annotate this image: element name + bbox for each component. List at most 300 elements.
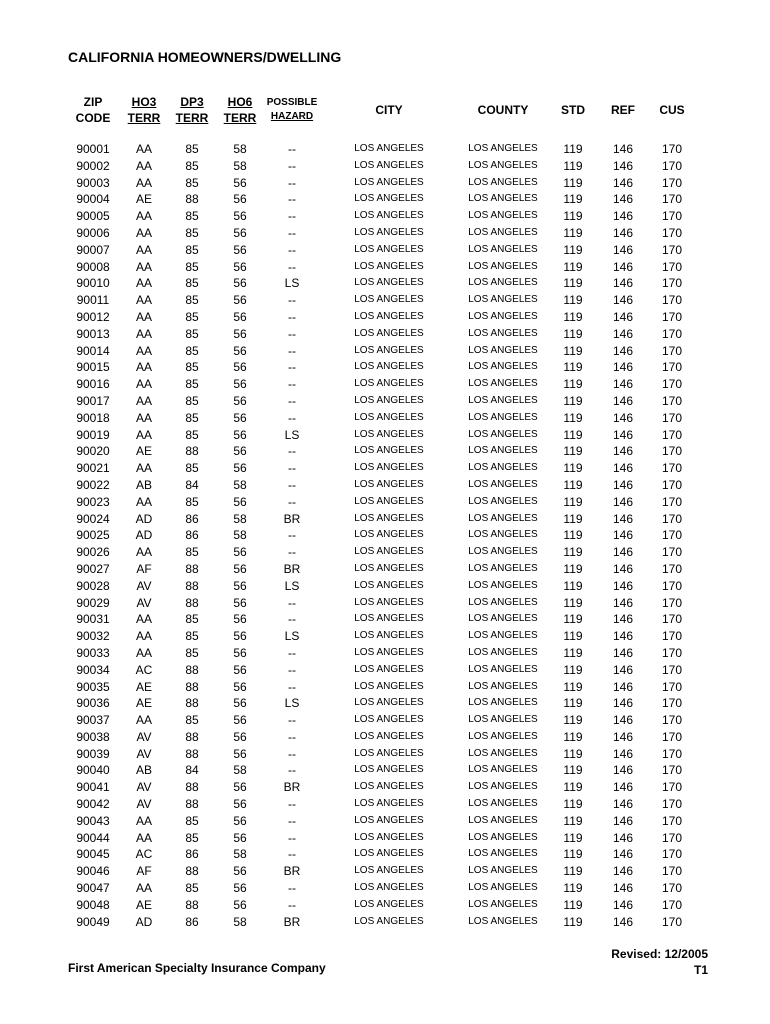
cus-cell: 170 [661, 326, 683, 341]
table-row [0, 427, 770, 444]
std-cell: 119 [563, 545, 583, 560]
std-cell: 119 [563, 511, 583, 526]
ho3-terr-cell: AA [135, 830, 152, 845]
dp3-terr-cell: 85 [185, 881, 199, 896]
ho3-terr-cell: AA [135, 813, 152, 828]
ho6-terr-cell: 56 [233, 293, 247, 308]
ho6-terr-cell: 58 [233, 158, 247, 173]
ref-cell: 146 [612, 881, 634, 896]
ho3-terr-cell: AA [135, 360, 152, 375]
table-row [0, 443, 770, 460]
table-row [0, 175, 770, 192]
ho3-terr-cell: AA [135, 410, 152, 425]
dp3-terr-cell: 85 [185, 645, 199, 660]
city-cell: LOS ANGELES [354, 411, 424, 423]
zip-code-cell: 90016 [76, 377, 110, 392]
county-cell: LOS ANGELES [468, 562, 538, 574]
zip-code-cell: 90005 [76, 209, 110, 224]
std-cell: 119 [563, 864, 583, 879]
header-city: CITY [375, 103, 403, 117]
page-code: T1 [693, 963, 708, 977]
ho6-terr-cell: 56 [233, 629, 247, 644]
city-cell: LOS ANGELES [354, 562, 424, 574]
city-cell: LOS ANGELES [354, 865, 424, 877]
ho6-terr-cell: 56 [233, 729, 247, 744]
city-cell: LOS ANGELES [354, 210, 424, 222]
zip-code-cell: 90040 [76, 763, 110, 778]
ho3-terr-cell: AE [135, 679, 152, 694]
cus-cell: 170 [661, 259, 683, 274]
ho6-terr-cell: 56 [233, 830, 247, 845]
std-cell: 119 [563, 326, 583, 341]
std-cell: 119 [563, 158, 583, 173]
cus-cell: 170 [661, 797, 683, 812]
county-cell: LOS ANGELES [468, 646, 538, 658]
zip-code-cell: 90041 [76, 780, 110, 795]
dp3-terr-cell: 88 [185, 561, 199, 576]
ref-cell: 146 [612, 645, 634, 660]
zip-code-cell: 90012 [76, 309, 110, 324]
table-row [0, 527, 770, 544]
std-cell: 119 [563, 377, 583, 392]
hazard-cell: -- [288, 461, 296, 476]
city-cell: LOS ANGELES [354, 831, 424, 843]
dp3-terr-cell: 85 [185, 713, 199, 728]
zip-code-cell: 90049 [76, 914, 110, 929]
ref-cell: 146 [612, 142, 634, 156]
zip-code-cell: 90045 [76, 847, 110, 862]
cus-cell: 170 [661, 830, 683, 845]
ref-cell: 146 [612, 797, 634, 812]
std-cell: 119 [563, 830, 583, 845]
zip-code-cell: 90046 [76, 864, 110, 879]
ref-cell: 146 [612, 326, 634, 341]
zip-code-cell: 90019 [76, 427, 110, 442]
city-cell: LOS ANGELES [354, 462, 424, 474]
ref-cell: 146 [612, 780, 634, 795]
hazard-cell: -- [288, 209, 296, 224]
zip-code-cell: 90010 [76, 276, 110, 291]
ho3-terr-cell: AA [135, 713, 152, 728]
table-row [0, 595, 770, 612]
header-dp3-line1: DP3 [180, 95, 204, 109]
hazard-cell: -- [288, 797, 296, 812]
ref-cell: 146 [612, 528, 634, 543]
cus-cell: 170 [661, 696, 683, 711]
ho3-terr-cell: AV [136, 729, 152, 744]
ref-cell: 146 [612, 729, 634, 744]
dp3-terr-cell: 88 [185, 746, 199, 761]
city-cell: LOS ANGELES [354, 814, 424, 826]
std-cell: 119 [563, 897, 583, 912]
ho3-terr-cell: AA [135, 142, 152, 156]
table-row [0, 779, 770, 796]
zip-code-cell: 90024 [76, 511, 110, 526]
table-row [0, 645, 770, 662]
table-row [0, 158, 770, 175]
ho6-terr-cell: 56 [233, 192, 247, 207]
cus-cell: 170 [661, 293, 683, 308]
city-cell: LOS ANGELES [354, 697, 424, 709]
city-cell: LOS ANGELES [354, 848, 424, 860]
std-cell: 119 [563, 645, 583, 660]
table-row [0, 275, 770, 292]
table-row [0, 225, 770, 242]
std-cell: 119 [563, 578, 583, 593]
table-row [0, 544, 770, 561]
zip-code-cell: 90020 [76, 444, 110, 459]
table-row [0, 359, 770, 376]
zip-code-cell: 90027 [76, 561, 110, 576]
dp3-terr-cell: 88 [185, 192, 199, 207]
hazard-cell: -- [288, 259, 296, 274]
city-cell: LOS ANGELES [354, 882, 424, 894]
cus-cell: 170 [661, 142, 683, 156]
county-cell: LOS ANGELES [468, 882, 538, 894]
county-cell: LOS ANGELES [468, 546, 538, 558]
zip-code-cell: 90033 [76, 645, 110, 660]
table-row [0, 494, 770, 511]
table-row [0, 662, 770, 679]
cus-cell: 170 [661, 175, 683, 190]
ref-cell: 146 [612, 293, 634, 308]
cus-cell: 170 [661, 612, 683, 627]
county-cell: LOS ANGELES [468, 428, 538, 440]
dp3-terr-cell: 88 [185, 897, 199, 912]
county-cell: LOS ANGELES [468, 277, 538, 289]
dp3-terr-cell: 85 [185, 461, 199, 476]
zip-code-cell: 90014 [76, 343, 110, 358]
county-cell: LOS ANGELES [468, 361, 538, 373]
hazard-cell: BR [283, 914, 301, 929]
header-std: STD [561, 103, 585, 117]
ho3-terr-cell: AA [135, 343, 152, 358]
hazard-cell: -- [288, 192, 296, 207]
ho6-terr-cell: 56 [233, 881, 247, 896]
ho3-terr-cell: AV [136, 595, 152, 610]
header-ref: REF [611, 103, 635, 117]
ref-cell: 146 [612, 746, 634, 761]
city-cell: LOS ANGELES [354, 445, 424, 457]
dp3-terr-cell: 88 [185, 864, 199, 879]
ho3-terr-cell: AV [136, 780, 152, 795]
table-row [0, 796, 770, 813]
ref-cell: 146 [612, 309, 634, 324]
ref-cell: 146 [612, 545, 634, 560]
ho3-terr-cell: AB [135, 477, 152, 492]
ho6-terr-cell: 56 [233, 410, 247, 425]
zip-code-cell: 90042 [76, 797, 110, 812]
zip-code-cell: 90029 [76, 595, 110, 610]
ho3-terr-cell: AE [135, 192, 152, 207]
ho3-terr-cell: AA [135, 393, 152, 408]
dp3-terr-cell: 86 [185, 528, 199, 543]
ho3-terr-cell: AA [135, 276, 152, 291]
zip-code-cell: 90037 [76, 713, 110, 728]
county-cell: LOS ANGELES [468, 865, 538, 877]
std-cell: 119 [563, 175, 583, 190]
std-cell: 119 [563, 393, 583, 408]
table-row [0, 477, 770, 494]
hazard-cell: LS [284, 427, 300, 442]
dp3-terr-cell: 84 [185, 477, 199, 492]
cus-cell: 170 [661, 461, 683, 476]
city-cell: LOS ANGELES [354, 159, 424, 171]
header-ho3-line2: TERR [127, 111, 161, 125]
std-cell: 119 [563, 729, 583, 744]
ref-cell: 146 [612, 410, 634, 425]
county-cell: LOS ANGELES [468, 596, 538, 608]
hazard-cell: -- [288, 679, 296, 694]
ho6-terr-cell: 56 [233, 309, 247, 324]
std-cell: 119 [563, 259, 583, 274]
county-cell: LOS ANGELES [468, 630, 538, 642]
zip-code-cell: 90002 [76, 158, 110, 173]
header-county: COUNTY [477, 103, 529, 117]
ho6-terr-cell: 56 [233, 713, 247, 728]
city-cell: LOS ANGELES [354, 243, 424, 255]
cus-cell: 170 [661, 864, 683, 879]
dp3-terr-cell: 84 [185, 763, 199, 778]
ref-cell: 146 [612, 864, 634, 879]
table-row [0, 292, 770, 309]
hazard-cell: LS [284, 629, 300, 644]
std-cell: 119 [563, 696, 583, 711]
std-cell: 119 [563, 410, 583, 425]
ho6-terr-cell: 56 [233, 679, 247, 694]
dp3-terr-cell: 85 [185, 343, 199, 358]
county-cell: LOS ANGELES [468, 310, 538, 322]
hazard-cell: -- [288, 293, 296, 308]
cus-cell: 170 [661, 595, 683, 610]
ho3-terr-cell: AA [135, 612, 152, 627]
ho3-terr-cell: AV [136, 578, 152, 593]
ho6-terr-cell: 56 [233, 494, 247, 509]
hazard-cell: -- [288, 595, 296, 610]
table-row [0, 393, 770, 410]
hazard-cell: -- [288, 881, 296, 896]
ho3-terr-cell: AD [135, 528, 153, 543]
header-cus: CUS [659, 103, 685, 117]
std-cell: 119 [563, 847, 583, 862]
ref-cell: 146 [612, 259, 634, 274]
dp3-terr-cell: 86 [185, 914, 199, 929]
cus-cell: 170 [661, 629, 683, 644]
dp3-terr-cell: 85 [185, 293, 199, 308]
hazard-cell: -- [288, 242, 296, 257]
ho3-terr-cell: AE [135, 444, 152, 459]
std-cell: 119 [563, 427, 583, 442]
hazard-cell: -- [288, 729, 296, 744]
county-cell: LOS ANGELES [468, 831, 538, 843]
table-row [0, 141, 770, 158]
header-dp3-line2: TERR [175, 111, 209, 125]
zip-code-cell: 90021 [76, 461, 110, 476]
ho6-terr-cell: 56 [233, 276, 247, 291]
ho3-terr-cell: AA [135, 293, 152, 308]
dp3-terr-cell: 85 [185, 309, 199, 324]
city-cell: LOS ANGELES [354, 260, 424, 272]
ho6-terr-cell: 56 [233, 444, 247, 459]
zip-code-cell: 90015 [76, 360, 110, 375]
table-row [0, 460, 770, 477]
county-cell: LOS ANGELES [468, 848, 538, 860]
cus-cell: 170 [661, 662, 683, 677]
cus-cell: 170 [661, 679, 683, 694]
table-row [0, 611, 770, 628]
county-cell: LOS ANGELES [468, 512, 538, 524]
hazard-cell: -- [288, 410, 296, 425]
ho6-terr-cell: 56 [233, 561, 247, 576]
ref-cell: 146 [612, 914, 634, 929]
hazard-cell: -- [288, 393, 296, 408]
ho3-terr-cell: AA [135, 225, 152, 240]
county-cell: LOS ANGELES [468, 394, 538, 406]
ho6-terr-cell: 56 [233, 595, 247, 610]
ho3-terr-cell: AA [135, 629, 152, 644]
hazard-cell: -- [288, 142, 296, 156]
ho6-terr-cell: 56 [233, 175, 247, 190]
table-row [0, 880, 770, 897]
ref-cell: 146 [612, 175, 634, 190]
ho6-terr-cell: 56 [233, 545, 247, 560]
dp3-terr-cell: 88 [185, 679, 199, 694]
hazard-cell: LS [284, 578, 300, 593]
city-cell: LOS ANGELES [354, 344, 424, 356]
std-cell: 119 [563, 528, 583, 543]
table-row [0, 376, 770, 393]
table-row [0, 242, 770, 259]
ho6-terr-cell: 56 [233, 780, 247, 795]
hazard-cell: LS [284, 276, 300, 291]
ref-cell: 146 [612, 612, 634, 627]
hazard-cell: -- [288, 158, 296, 173]
county-cell: LOS ANGELES [468, 781, 538, 793]
ref-cell: 146 [612, 427, 634, 442]
county-cell: LOS ANGELES [468, 613, 538, 625]
city-cell: LOS ANGELES [354, 546, 424, 558]
county-cell: LOS ANGELES [468, 680, 538, 692]
std-cell: 119 [563, 679, 583, 694]
cus-cell: 170 [661, 309, 683, 324]
std-cell: 119 [563, 209, 583, 224]
std-cell: 119 [563, 192, 583, 207]
city-cell: LOS ANGELES [354, 663, 424, 675]
ho3-terr-cell: AA [135, 209, 152, 224]
city-cell: LOS ANGELES [354, 378, 424, 390]
ho3-terr-cell: AA [135, 259, 152, 274]
hazard-cell: -- [288, 545, 296, 560]
std-cell: 119 [563, 797, 583, 812]
zip-code-cell: 90028 [76, 578, 110, 593]
county-cell: LOS ANGELES [468, 579, 538, 591]
std-cell: 119 [563, 713, 583, 728]
dp3-terr-cell: 85 [185, 142, 199, 156]
county-cell: LOS ANGELES [468, 730, 538, 742]
ref-cell: 146 [612, 242, 634, 257]
zip-code-cell: 90044 [76, 830, 110, 845]
city-cell: LOS ANGELES [354, 630, 424, 642]
zip-code-cell: 90004 [76, 192, 110, 207]
std-cell: 119 [563, 444, 583, 459]
county-cell: LOS ANGELES [468, 176, 538, 188]
std-cell: 119 [563, 780, 583, 795]
zip-code-cell: 90047 [76, 881, 110, 896]
city-cell: LOS ANGELES [354, 747, 424, 759]
cus-cell: 170 [661, 713, 683, 728]
ho6-terr-cell: 56 [233, 897, 247, 912]
zip-code-cell: 90039 [76, 746, 110, 761]
city-cell: LOS ANGELES [354, 596, 424, 608]
cus-cell: 170 [661, 914, 683, 929]
ref-cell: 146 [612, 209, 634, 224]
hazard-cell: -- [288, 477, 296, 492]
dp3-terr-cell: 86 [185, 511, 199, 526]
ref-cell: 146 [612, 461, 634, 476]
cus-cell: 170 [661, 561, 683, 576]
zip-code-cell: 90003 [76, 175, 110, 190]
county-cell: LOS ANGELES [468, 143, 538, 154]
cus-cell: 170 [661, 780, 683, 795]
ho6-terr-cell: 58 [233, 477, 247, 492]
std-cell: 119 [563, 662, 583, 677]
ho3-terr-cell: AC [135, 847, 153, 862]
dp3-terr-cell: 85 [185, 830, 199, 845]
county-cell: LOS ANGELES [468, 243, 538, 255]
city-cell: LOS ANGELES [354, 428, 424, 440]
cus-cell: 170 [661, 578, 683, 593]
hazard-cell: -- [288, 830, 296, 845]
table-row [0, 259, 770, 276]
ho3-terr-cell: AA [135, 242, 152, 257]
ho3-terr-cell: AA [135, 377, 152, 392]
ref-cell: 146 [612, 343, 634, 358]
zip-code-cell: 90013 [76, 326, 110, 341]
dp3-terr-cell: 88 [185, 696, 199, 711]
std-cell: 119 [563, 293, 583, 308]
table-row [0, 729, 770, 746]
hazard-cell: -- [288, 225, 296, 240]
header-zip-code [72, 94, 114, 126]
dp3-terr-cell: 88 [185, 797, 199, 812]
county-cell: LOS ANGELES [468, 411, 538, 423]
page-title: CALIFORNIA HOMEOWNERS/DWELLING [68, 49, 342, 65]
cus-cell: 170 [661, 763, 683, 778]
table-row [0, 762, 770, 779]
city-cell: LOS ANGELES [354, 495, 424, 507]
zip-code-cell: 90008 [76, 259, 110, 274]
zip-code-cell: 90018 [76, 410, 110, 425]
county-cell: LOS ANGELES [468, 898, 538, 910]
ho6-terr-cell: 56 [233, 662, 247, 677]
table-row [0, 813, 770, 830]
zip-code-cell: 90043 [76, 813, 110, 828]
county-cell: LOS ANGELES [468, 814, 538, 826]
ho6-terr-cell: 56 [233, 864, 247, 879]
hazard-cell: -- [288, 746, 296, 761]
std-cell: 119 [563, 494, 583, 509]
county-cell: LOS ANGELES [468, 915, 538, 927]
ho6-terr-cell: 56 [233, 578, 247, 593]
table-row [0, 343, 770, 360]
std-cell: 119 [563, 561, 583, 576]
city-cell: LOS ANGELES [354, 646, 424, 658]
cus-cell: 170 [661, 343, 683, 358]
cus-cell: 170 [661, 645, 683, 660]
cus-cell: 170 [661, 897, 683, 912]
county-cell: LOS ANGELES [468, 294, 538, 306]
std-cell: 119 [563, 276, 583, 291]
